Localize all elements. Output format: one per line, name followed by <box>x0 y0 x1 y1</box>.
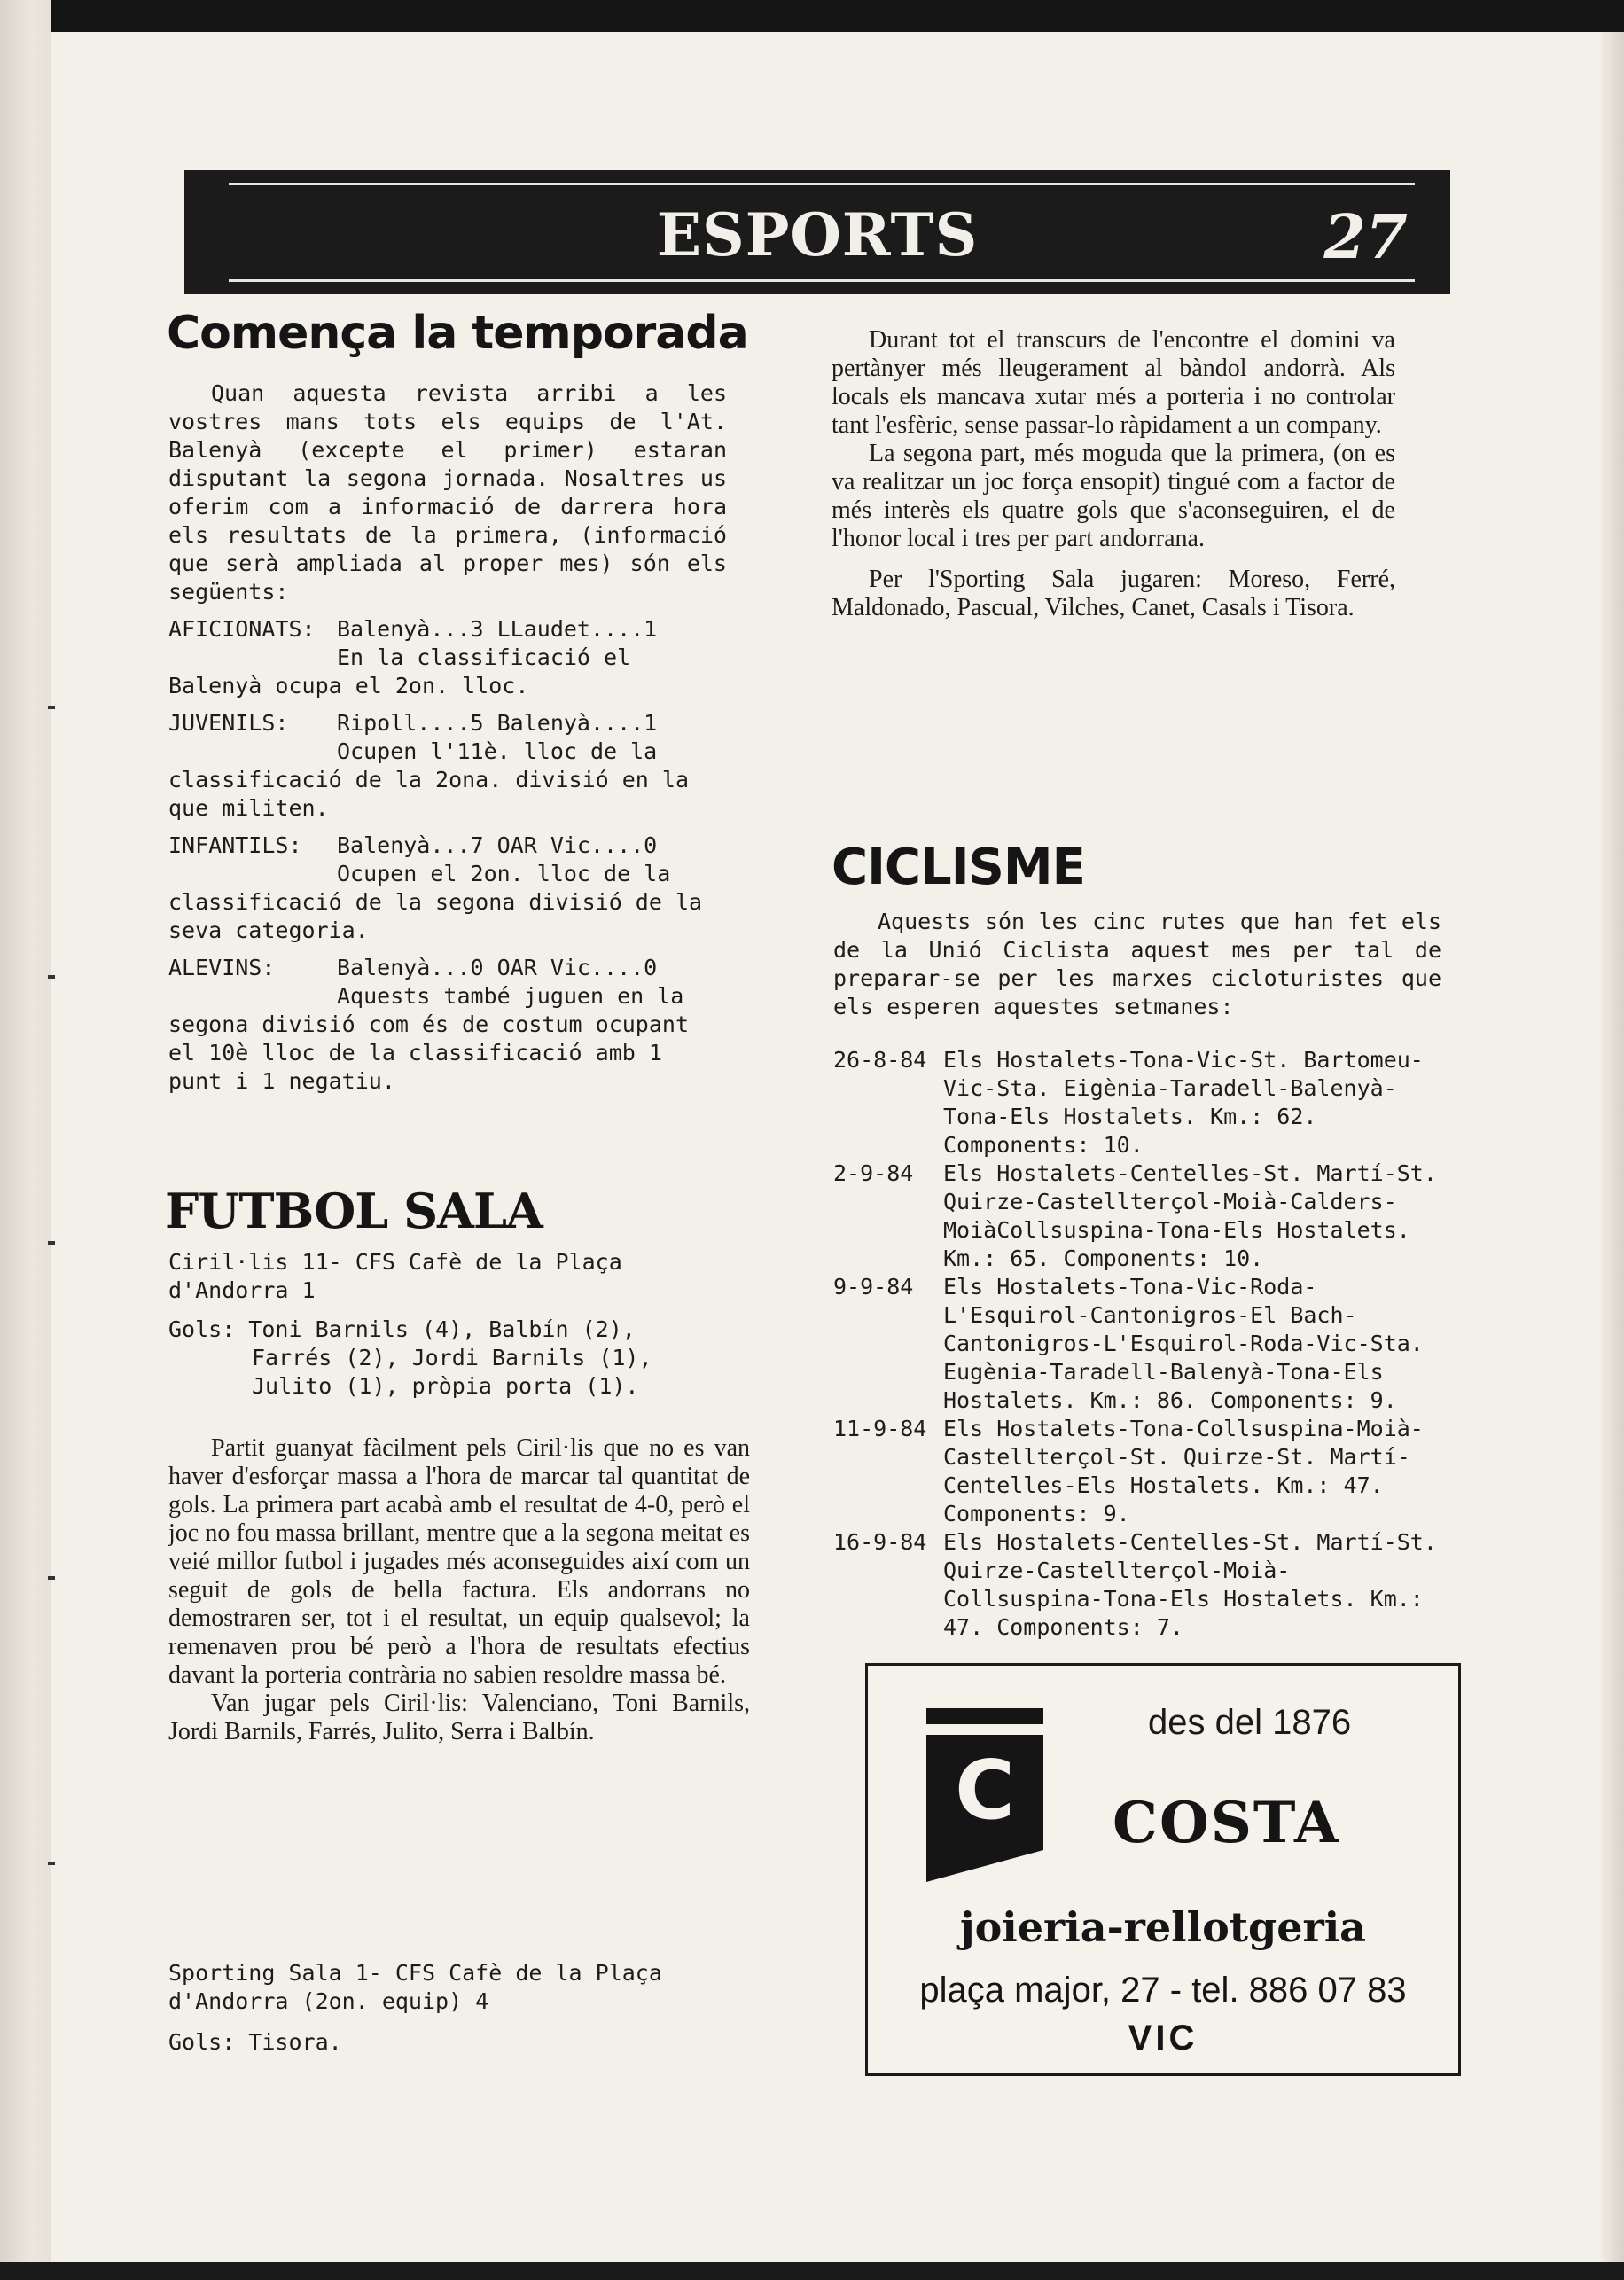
result-score: Ripoll....5 Balenyà....1 <box>337 710 658 736</box>
scan-right-edge <box>1601 32 1624 2262</box>
binding-mark <box>48 1241 55 1245</box>
ciclisme-article <box>833 908 1441 1642</box>
route-item <box>833 1160 1441 1273</box>
result-note: Aquests també juguen en la segona divisió com és de costum ocupant el 10è lloc de la classificació amb 1 punt i 1 negatiu. <box>168 983 689 1094</box>
match-result: Ciril·lis 11- CFS Cafè de la Plaça d'Andorra 1 <box>168 1249 622 1303</box>
result-block <box>168 709 727 823</box>
result-score: Balenyà...3 LLaudet....1 <box>337 616 658 642</box>
route-text: Els Hostalets-Centelles-St. Martí-St. Quirze-Castellterçol-Moià-Collsuspina-Tona-Els Hostalets. Km.: 47. Components: 7. <box>943 1529 1437 1640</box>
result-category: AFICIONATS: <box>168 616 316 642</box>
goals-list <box>168 1316 700 1401</box>
ad-trade: joieria-rellotgeria <box>959 1903 1366 1951</box>
result-category: ALEVINS: <box>168 955 276 980</box>
article-title-futbol-sala: FUTBOL SALA <box>165 1183 543 1239</box>
result-score: Balenyà...0 OAR Vic....0 <box>337 955 658 980</box>
route-item <box>833 1046 1441 1160</box>
lineup: Van jugar pels Ciril·lis: Valenciano, Toni Barnils, Jordi Barnils, Farrés, Julito, Serra i Balbín. <box>168 1690 750 1745</box>
ad-brand: COSTA <box>1113 1790 1340 1856</box>
result-category: JUVENILS: <box>168 710 289 736</box>
route-text: Els Hostalets-Tona-Collsuspina-Moià-Castellterçol-St. Quirze-St. Martí-Centelles-Els Hostalets. Km.: 47. Components: 9. <box>943 1416 1424 1527</box>
result-score: Balenyà...7 OAR Vic....0 <box>337 832 658 858</box>
futbol-sala-match1 <box>168 1248 700 1401</box>
route-text: Els Hostalets-Tona-Vic-Roda-L'Esquirol-Cantonigros-El Bach-Cantonigros-L'Esquirol-Roda-Vic-Sta. Eugènia-Taradell-Balenyà-Tona-Els Hostalets. Km.: 86. Components: 9. <box>943 1274 1424 1413</box>
logo-letter: C <box>955 1743 1015 1838</box>
route-item <box>833 1528 1441 1642</box>
futbol-sala-match2 <box>168 1959 700 2057</box>
section-header-bar <box>184 170 1450 294</box>
result-category: INFANTILS: <box>168 832 302 858</box>
scan-top-edge <box>0 0 1624 32</box>
header-rule-bottom <box>229 279 1415 282</box>
route-date: 16-9-84 <box>833 1529 927 1555</box>
goals-line: Julito (1), pròpia porta (1). <box>252 1373 639 1399</box>
article-title-temporada: Comença la temporada <box>167 307 748 360</box>
result-block <box>168 832 727 945</box>
binding-mark <box>48 1862 55 1865</box>
header-rule-top <box>229 183 1415 185</box>
goals-line: Farrés (2), Jordi Barnils (1), <box>252 1345 652 1370</box>
costa-logo-icon <box>926 1708 1043 1882</box>
scan-bottom-edge <box>0 2262 1624 2280</box>
continuation-paragraph: Durant tot el transcurs de l'encontre el domini va pertànyer més lleugerament al bàndol andorrà. Als locals els mancava xutar més a porteria i no controlar tant l'esfèric, sense passar-lo ràpidament a un company. <box>832 326 1395 439</box>
page-number: 27 <box>1323 202 1408 273</box>
route-date: 26-8-84 <box>833 1047 927 1073</box>
article-title-ciclisme: CICLISME <box>832 839 1085 896</box>
futbol-sala-continuation <box>832 326 1395 622</box>
binding-mark <box>48 1576 55 1580</box>
route-item <box>833 1273 1441 1415</box>
binding-mark <box>48 975 55 979</box>
temporada-article <box>168 379 727 1096</box>
continuation-paragraph: La segona part, més moguda que la primera, (on es va realitzar un joc força ensopit) tingué com a factor de més interès els quatre gols que s'aconseguiren, el de l'honor local i tres per part andorrana. <box>832 440 1395 552</box>
scan-binding-edge <box>0 0 51 2280</box>
ad-city: VIC <box>1128 2018 1198 2057</box>
binding-mark <box>48 706 55 709</box>
route-item <box>833 1415 1441 1528</box>
ad-address: plaça major, 27 - tel. 886 07 83 <box>919 1971 1407 2010</box>
continuation-paragraph: Per l'Sporting Sala jugaren: Moreso, Ferré, Maldonado, Pascual, Vilches, Canet, Casals i Tisora. <box>832 566 1395 621</box>
result-block <box>168 615 727 700</box>
goals-line: Gols: Toni Barnils (4), Balbín (2), <box>168 1316 636 1342</box>
match-report: Partit guanyat fàcilment pels Ciril·lis que no es van haver d'esforçar massa a l'hora de marcar tal quantitat de gols. La primera part acabà amb el resultat de 4-0, però el joc no fou massa brillant, mentre que a la segona meitat es veié millor futbol i jugades més aconseguides així com un seguit de gols de bella factura. Els andorrans no demostraren ser, tot i el resultat, un equip qualsevol; la remenaven prou bé però a l'hora de resultats efectius davant la porteria contrària no sabien resoldre massa bé. <box>168 1434 750 1689</box>
result-note: Ocupen el 2on. lloc de la classificació de la segona divisió de la seva categoria. <box>168 861 703 943</box>
goals-line: Gols: Tisora. <box>168 2029 342 2055</box>
advertisement-costa <box>865 1663 1461 2076</box>
section-title: ESPORTS <box>656 200 979 269</box>
temporada-intro: Quan aquesta revista arribi a les vostres mans tots els equips de l'At. Balenyà (excepte el primer) estaran disputant la segona jornada. Nosaltres us oferim com a informació de darrera hora els resultats de la primera, (informació que serà ampliada al proper mes) són els següents: <box>168 380 727 605</box>
result-note: Ocupen l'11è. lloc de la classificació de la 2ona. divisió en la que militen. <box>168 738 689 821</box>
futbol-sala-report <box>168 1434 750 1746</box>
route-text: Els Hostalets-Tona-Vic-St. Bartomeu-Vic-Sta. Eigènia-Taradell-Balenyà-Tona-Els Hostalets. Km.: 62. Components: 10. <box>943 1047 1424 1158</box>
result-note: En la classificació el Balenyà ocupa el 2on. lloc. <box>168 644 631 699</box>
route-date: 2-9-84 <box>833 1160 914 1186</box>
route-list <box>833 1046 1441 1642</box>
route-date: 9-9-84 <box>833 1274 914 1300</box>
ad-since: des del 1876 <box>1148 1703 1352 1742</box>
match-result: Sporting Sala 1- CFS Cafè de la Plaça d'Andorra (2on. equip) 4 <box>168 1960 662 2014</box>
ciclisme-intro: Aquests són les cinc rutes que han fet els de la Unió Ciclista aquest mes per tal de preparar-se per les marxes cicloturistes que els esperen aquestes setmanes: <box>833 909 1441 1019</box>
route-text: Els Hostalets-Centelles-St. Martí-St. Quirze-Castellterçol-Moià-Calders-MoiàCollsuspina-Tona-Els Hostalets. Km.: 65. Components: 10. <box>943 1160 1437 1271</box>
result-block <box>168 954 727 1096</box>
route-date: 11-9-84 <box>833 1416 927 1441</box>
